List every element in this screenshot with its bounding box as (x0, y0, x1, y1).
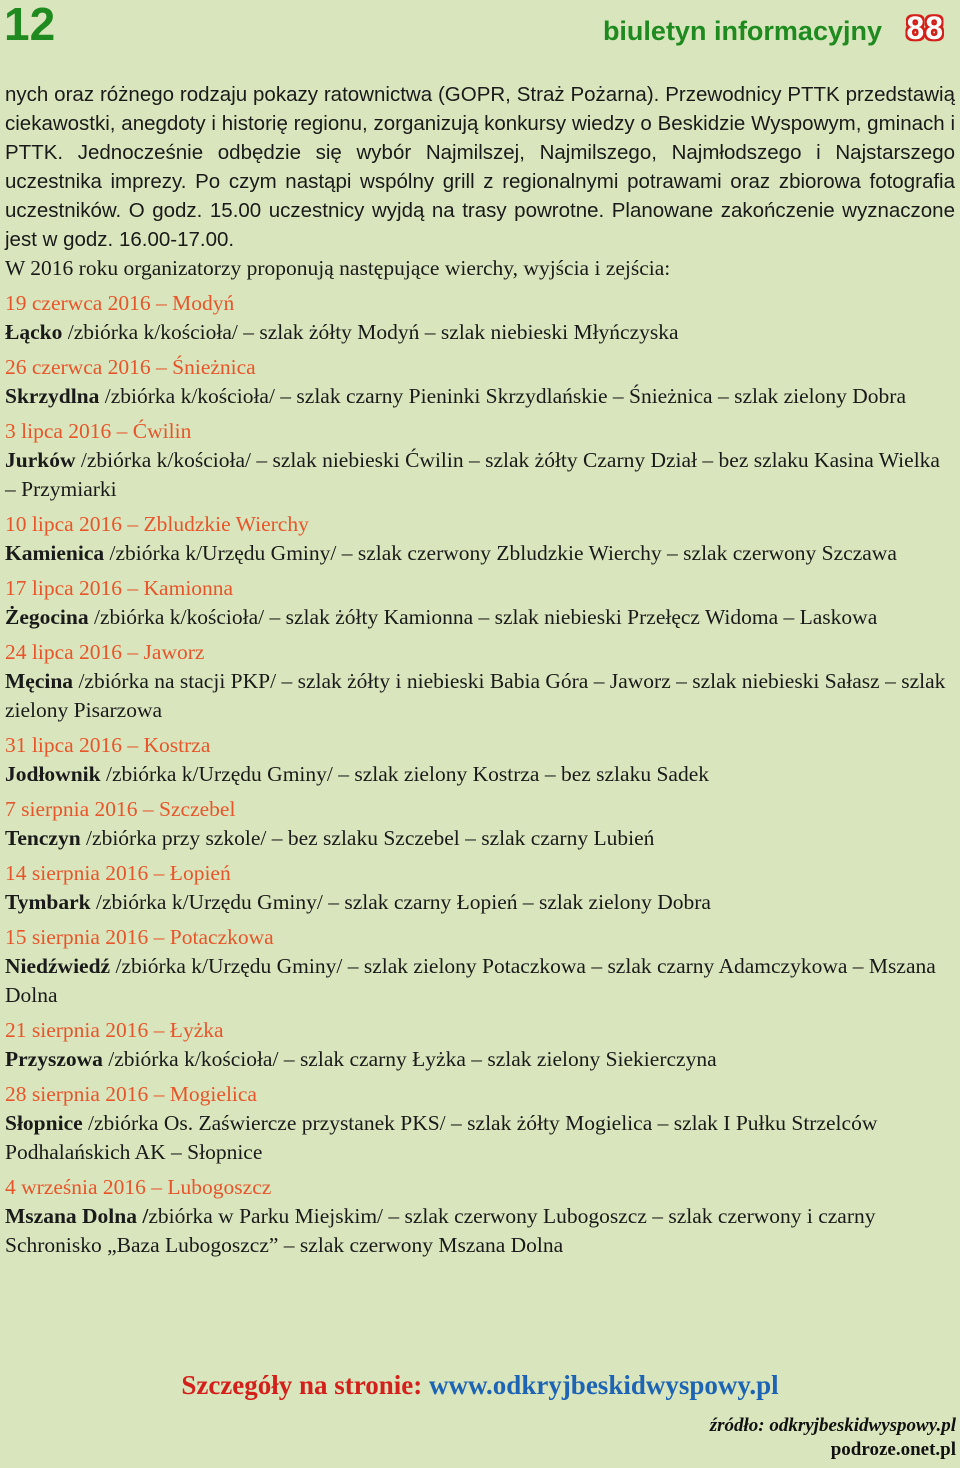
hike-title: 10 lipca 2016 – Zbludzkie Wierchy (5, 512, 309, 536)
hike-item (5, 289, 955, 347)
hikes-list (5, 289, 955, 1260)
hike-route (5, 1109, 955, 1167)
details-label: Szczegóły na stronie: (181, 1370, 430, 1400)
issue-number: 88 (906, 10, 944, 46)
source-credits (710, 1414, 956, 1462)
hike-route-text: /zbiórka k/kościoła/ – szlak żółty Modyń – szlak niebieski Młyńczyska (62, 320, 679, 344)
hike-title: 28 sierpnia 2016 – Mogielica (5, 1082, 257, 1106)
hike-place: Tenczyn (5, 826, 81, 850)
hike-route-text: /zbiórka k/kościoła/ – szlak czarny Łyżka – szlak zielony Siekierczyna (102, 1047, 717, 1071)
hike-item (5, 1080, 955, 1167)
hike-title: 26 czerwca 2016 – Śnieżnica (5, 355, 256, 379)
hike-route (5, 824, 955, 853)
intro-text: nych oraz różnego rodzaju pokazy ratownictwa (GOPR, Straż Pożarna). Przewodnicy PTTK przedstawią ciekawostki, anegdoty i historię regionu, zorganizują konkursy wiedzy o Beskidzie Wyspowym, gminach i PTTK. Jednocześnie odbędzie się wybór Najmilszej, Najmilszego, Najmłodszego i Najstarszego uczestnika imprezy. Po czym nastąpi wspólny grill z regionalnymi potrawami oraz zbiorowa fotografia uczestników. O godz. 15.00 uczestnicy wyjdą na trasy powrotne. Planowane zakończenie wyznaczone jest w godz. 16.00-17.00. (5, 83, 955, 251)
hike-route (5, 667, 955, 725)
hike-place: Jurków (5, 448, 76, 472)
hike-route-text: /zbiórka k/Urzędu Gminy/ – szlak zielony Kostrza – bez szlaku Sadek (100, 762, 709, 786)
hike-place: Mszana Dolna / (5, 1204, 149, 1228)
hike-title: 24 lipca 2016 – Jaworz (5, 640, 205, 664)
hike-title: 19 czerwca 2016 – Modyń (5, 291, 235, 315)
intro-paragraph (5, 80, 955, 283)
page-number: 12 (4, 0, 56, 50)
hike-title: 7 sierpnia 2016 – Szczebel (5, 797, 236, 821)
hike-title: 14 sierpnia 2016 – Łopień (5, 861, 231, 885)
hike-route (5, 952, 955, 1010)
hike-route (5, 382, 955, 411)
hike-place: Niedźwiedź (5, 954, 111, 978)
hike-title: 17 lipca 2016 – Kamionna (5, 576, 234, 600)
hike-place: Skrzydlna (5, 384, 100, 408)
hike-title: 21 sierpnia 2016 – Łyżka (5, 1018, 224, 1042)
source-line-2: podroze.onet.pl (830, 1439, 956, 1460)
details-line (0, 1366, 960, 1404)
hike-item (5, 574, 955, 632)
hike-item (5, 859, 955, 917)
article-body (5, 80, 955, 1260)
hike-route (5, 1045, 955, 1074)
hike-place: Przyszowa (5, 1047, 103, 1071)
hike-place: Łącko (5, 320, 63, 344)
hike-route (5, 760, 955, 789)
details-link[interactable]: www.odkryjbeskidwyspowy.pl (429, 1370, 779, 1400)
hike-place: Jodłownik (5, 762, 101, 786)
hike-route (5, 1202, 955, 1260)
intro-lead: W 2016 roku organizatorzy proponują następujące wierchy, wyjścia i zejścia: (5, 256, 671, 280)
bulletin-title: biuletyn informacyjny (602, 16, 882, 46)
hike-place: Słopnice (5, 1111, 83, 1135)
hike-route-text: /zbiórka Os. Zaświercze przystanek PKS/ – szlak żółty Mogielica – szlak I Pułku Strzelców Podhalańskich AK – Słopnice (5, 1111, 878, 1164)
hike-item (5, 731, 955, 789)
hike-route-text: zbiórka w Parku Miejskim/ – szlak czerwony Lubogoszcz – szlak czerwony i czarny Schronisko „Baza Lubogoszcz” – szlak czerwony Mszana Dolna (5, 1204, 876, 1257)
hike-route-text: /zbiórka k/Urzędu Gminy/ – szlak zielony Potaczkowa – szlak czarny Adamczykowa – Mszana Dolna (5, 954, 936, 1007)
hike-place: Żegocina (5, 605, 89, 629)
hike-place: Kamienica (5, 541, 105, 565)
hike-item (5, 1016, 955, 1074)
hike-title: 31 lipca 2016 – Kostrza (5, 733, 211, 757)
hike-place: Tymbark (5, 890, 91, 914)
hike-route (5, 539, 955, 568)
hike-item (5, 417, 955, 504)
hike-route-text: /zbiórka k/kościoła/ – szlak niebieski Ćwilin – szlak żółty Czarny Dział – bez szlaku Kasina Wielka – Przymiarki (5, 448, 940, 501)
hike-item (5, 353, 955, 411)
hike-route (5, 603, 955, 632)
hike-route-text: /zbiórka k/Urzędu Gminy/ – szlak czarny Łopień – szlak zielony Dobra (90, 890, 711, 914)
hike-item (5, 923, 955, 1010)
hike-route-text: /zbiórka k/Urzędu Gminy/ – szlak czerwony Zbludzkie Wierchy – szlak czerwony Szczawa (104, 541, 897, 565)
hike-route-text: /zbiórka k/kościoła/ – szlak czarny Pieninki Skrzydlańskie – Śnieżnica – szlak zielony Dobra (99, 384, 907, 408)
hike-route (5, 446, 955, 504)
page-header (0, 0, 960, 60)
hike-route (5, 318, 955, 347)
hike-item (5, 1173, 955, 1260)
hike-title: 4 września 2016 – Lubogoszcz (5, 1175, 272, 1199)
hike-place: Męcina (5, 669, 74, 693)
hike-route (5, 888, 955, 917)
hike-item (5, 795, 955, 853)
hike-item (5, 510, 955, 568)
source-line: źródło: odkryjbeskidwyspowy.pl (709, 1415, 956, 1436)
hike-route-text: /zbiórka k/kościoła/ – szlak żółty Kamionna – szlak niebieski Przełęcz Widoma – Laskowa (88, 605, 878, 629)
hike-title: 15 sierpnia 2016 – Potaczkowa (5, 925, 274, 949)
hike-route-text: /zbiórka przy szkole/ – bez szlaku Szczebel – szlak czarny Lubień (80, 826, 655, 850)
hike-item (5, 638, 955, 725)
hike-route-text: /zbiórka na stacji PKP/ – szlak żółty i niebieski Babia Góra – Jaworz – szlak niebieski Sałasz – szlak zielony Pisarzowa (5, 669, 946, 722)
hike-title: 3 lipca 2016 – Ćwilin (5, 419, 192, 443)
